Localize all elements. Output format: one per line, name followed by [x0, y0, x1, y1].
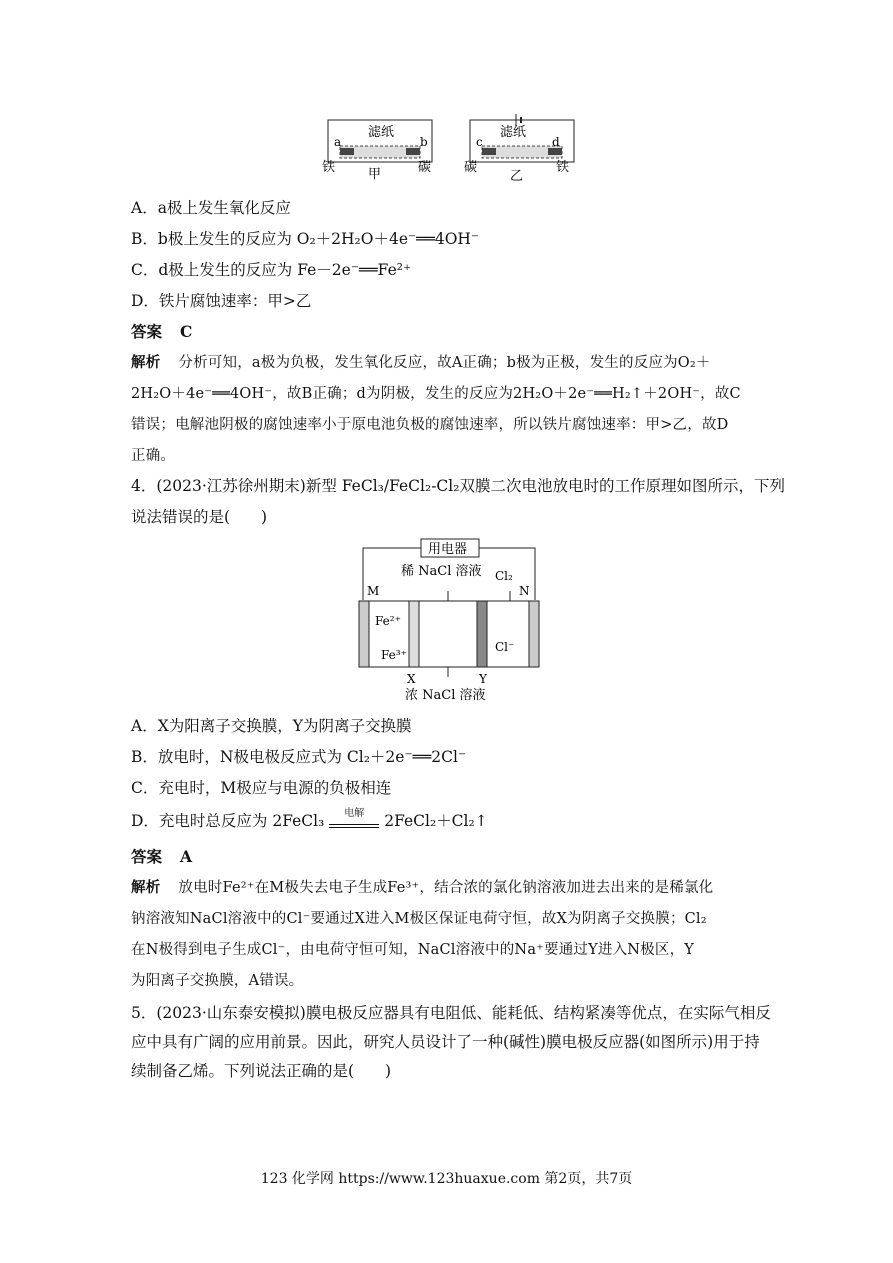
q4-answer-label: 答案	[131, 847, 163, 866]
q3-explanation-4: 正确。	[131, 448, 176, 464]
q4-optD-pre: D．充电时总反应为 2FeCl₃	[131, 812, 325, 830]
q4-explanation-4: 为阳离子交换膜，A错误。	[131, 973, 304, 989]
q4-optD-arrow	[329, 808, 379, 828]
q3-option-a: A．a极上发生氧化反应	[131, 199, 291, 217]
bottom-solution: 浓 NaCl 溶液	[405, 688, 486, 703]
q4-explanation-1	[131, 876, 713, 897]
q5-stem-1: 5．(2023·山东泰安模拟)膜电极反应器具有电阻低、能耗低、结构紧凑等优点，在实际气相反	[131, 1004, 771, 1022]
device-label: 用电器	[428, 542, 468, 557]
fe3-label: Fe³⁺	[381, 648, 407, 662]
q4-explanation-2: 钠溶液知NaCl溶液中的Cl⁻要通过X进入M极区保证电荷守恒，故X为阴离子交换膜；Cl₂	[131, 911, 707, 927]
figure-jia-yi	[320, 108, 580, 183]
top-solution: 稀 NaCl 溶液	[401, 564, 482, 579]
q3-explanation-2: 2H₂O＋4e⁻══4OH⁻，故B正确；d为阴极，发生的反应为2H₂O＋2e⁻══H₂↑＋2OH⁻，故C	[131, 386, 741, 402]
yi-d: d	[552, 135, 560, 149]
q3-option-b: B．b极上发生的反应为 O₂＋2H₂O＋4e⁻══4OH⁻	[131, 230, 480, 248]
q4-exp-text-1: 放电时Fe²⁺在M极失去电子生成Fe³⁺，结合浓的氯化钠溶液加进去出来的是稀氯化	[178, 880, 714, 896]
q3-exp-label: 解析	[131, 354, 161, 371]
q5-stem-3: 续制备乙烯。下列说法正确的是( )	[131, 1062, 392, 1080]
cl-label: Cl⁻	[495, 640, 515, 654]
q4-option-b: B．放电时，N极电极反应式为 Cl₂＋2e⁻══2Cl⁻	[131, 748, 467, 766]
jia-left: 铁	[322, 160, 336, 175]
q3-option-c: C．d极上发生的反应为 Fe－2e⁻══Fe²⁺	[131, 261, 412, 279]
q4-option-d	[131, 809, 488, 831]
y-label: Y	[479, 672, 487, 686]
q3-answer-label: 答案	[131, 322, 163, 341]
jia-filter: 滤纸	[368, 125, 395, 140]
q3-explanation-1	[131, 351, 711, 372]
q4-option-c: C．充电时，M极应与电源的负极相连	[131, 779, 392, 797]
q4-optD-cond: 电解	[344, 808, 365, 819]
jia-right: 碳	[418, 160, 432, 175]
q3-explanation-3: 错误；电解池阴极的腐蚀速率小于原电池负极的腐蚀速率，所以铁片腐蚀速率：甲>乙，故D	[131, 417, 729, 433]
cl2-label: Cl₂	[495, 569, 513, 583]
m-label: M	[367, 584, 380, 598]
q4-stem-1: 4．(2023·江苏徐州期末)新型 FeCl₃/FeCl₂-Cl₂双膜二次电池放电时的工作原理如图所示，下列	[131, 477, 785, 495]
fe2-label: Fe²⁺	[375, 614, 401, 628]
q4-option-a: A．X为阳离子交换膜，Y为阴离子交换膜	[131, 717, 412, 735]
q4-answer-value: A	[180, 847, 193, 866]
yi-left: 碳	[464, 160, 478, 175]
yi-name: 乙	[510, 169, 524, 183]
n-label: N	[519, 584, 530, 598]
q5-stem-2: 应中具有广阔的应用前景。因此，研究人员设计了一种(碱性)膜电极反应器(如图所示)用于持	[131, 1033, 760, 1051]
q4-exp-label: 解析	[131, 879, 161, 896]
q3-option-d: D．铁片腐蚀速率：甲>乙	[131, 292, 312, 310]
yi-c: c	[476, 135, 483, 149]
yi-filter: 滤纸	[500, 125, 527, 140]
q4-answer	[131, 845, 192, 867]
jia-b: b	[420, 135, 428, 149]
x-label: X	[407, 672, 416, 686]
q3-exp-text-1: 分析可知，a极为负极，发生氧化反应，故A正确；b极为正极，发生的反应为O₂＋	[178, 355, 711, 371]
figure-battery	[355, 535, 545, 705]
jia-a: a	[334, 135, 342, 149]
page-footer: 123 化学网 https://www.123huaxue.com 第2页，共7页	[260, 1171, 633, 1187]
q4-stem-2: 说法错误的是( )	[131, 508, 268, 526]
q4-optD-post: 2FeCl₂＋Cl₂↑	[384, 812, 488, 830]
q3-answer	[131, 320, 192, 342]
jia-name: 甲	[368, 167, 382, 182]
q3-answer-value: C	[180, 322, 193, 341]
q4-explanation-3: 在N极得到电子生成Cl⁻，由电荷守恒可知，NaCl溶液中的Na⁺要通过Y进入N极区，Y	[131, 942, 695, 958]
yi-right: 铁	[556, 160, 570, 175]
